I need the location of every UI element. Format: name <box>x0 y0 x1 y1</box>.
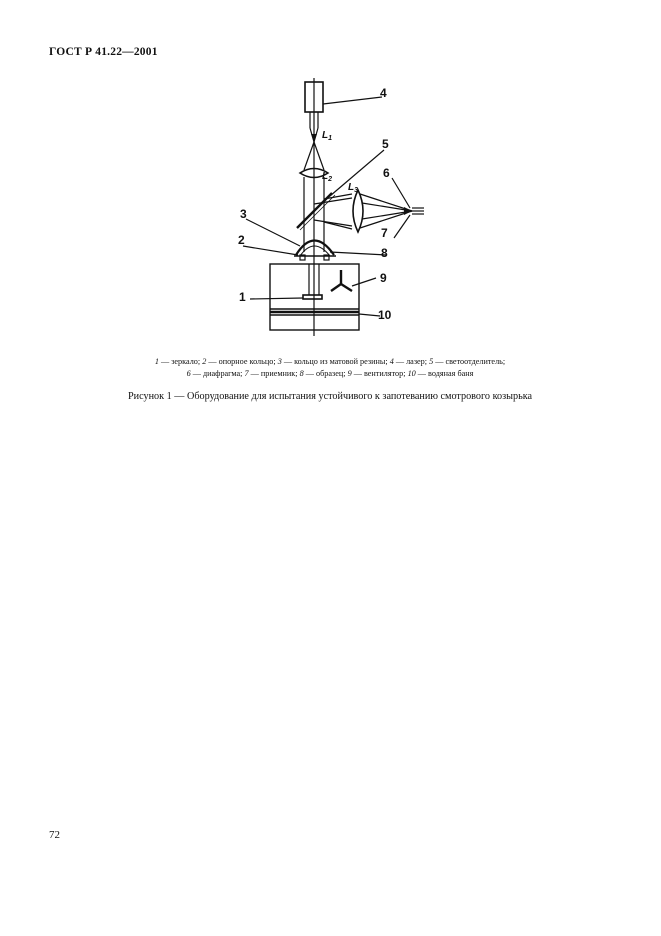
label-1: 1 <box>239 290 246 304</box>
apparatus-diagram <box>0 0 661 340</box>
fan-icon <box>331 270 376 291</box>
label-6: 6 <box>383 166 390 180</box>
document-header: ГОСТ Р 41.22—2001 <box>49 46 158 58</box>
label-l3: $L_3$ <box>348 182 359 194</box>
label-4: 4 <box>380 86 387 100</box>
label-l2: $L_2$ <box>322 171 333 183</box>
figure-caption: Рисунок 1 — Оборудование для испытания устойчивого к запотеванию смотрового козырька <box>127 391 533 402</box>
lens-l3 <box>353 190 363 232</box>
figure-legend-line-2: 6 — диафрагма; 7 — приемник; 8 — образец; 9 — вентилятор; 10 — водяная баня <box>186 369 474 378</box>
label-9: 9 <box>380 271 387 285</box>
mirror <box>303 295 322 299</box>
label-3: 3 <box>240 207 247 221</box>
label-10: 10 <box>378 308 392 322</box>
label-l1: $L_1$ <box>322 130 333 142</box>
page-number: 72 <box>49 829 60 841</box>
figure-legend-line-1: 1 — зеркало; 2 — опорное кольцо; 3 — кольцо из матовой резины; 4 — лазер; 5 — светоотделитель; <box>154 357 506 366</box>
sample-dome <box>296 241 334 256</box>
label-7: 7 <box>381 226 388 240</box>
label-5: 5 <box>382 137 389 151</box>
label-2: 2 <box>238 233 245 247</box>
label-8: 8 <box>381 246 388 260</box>
